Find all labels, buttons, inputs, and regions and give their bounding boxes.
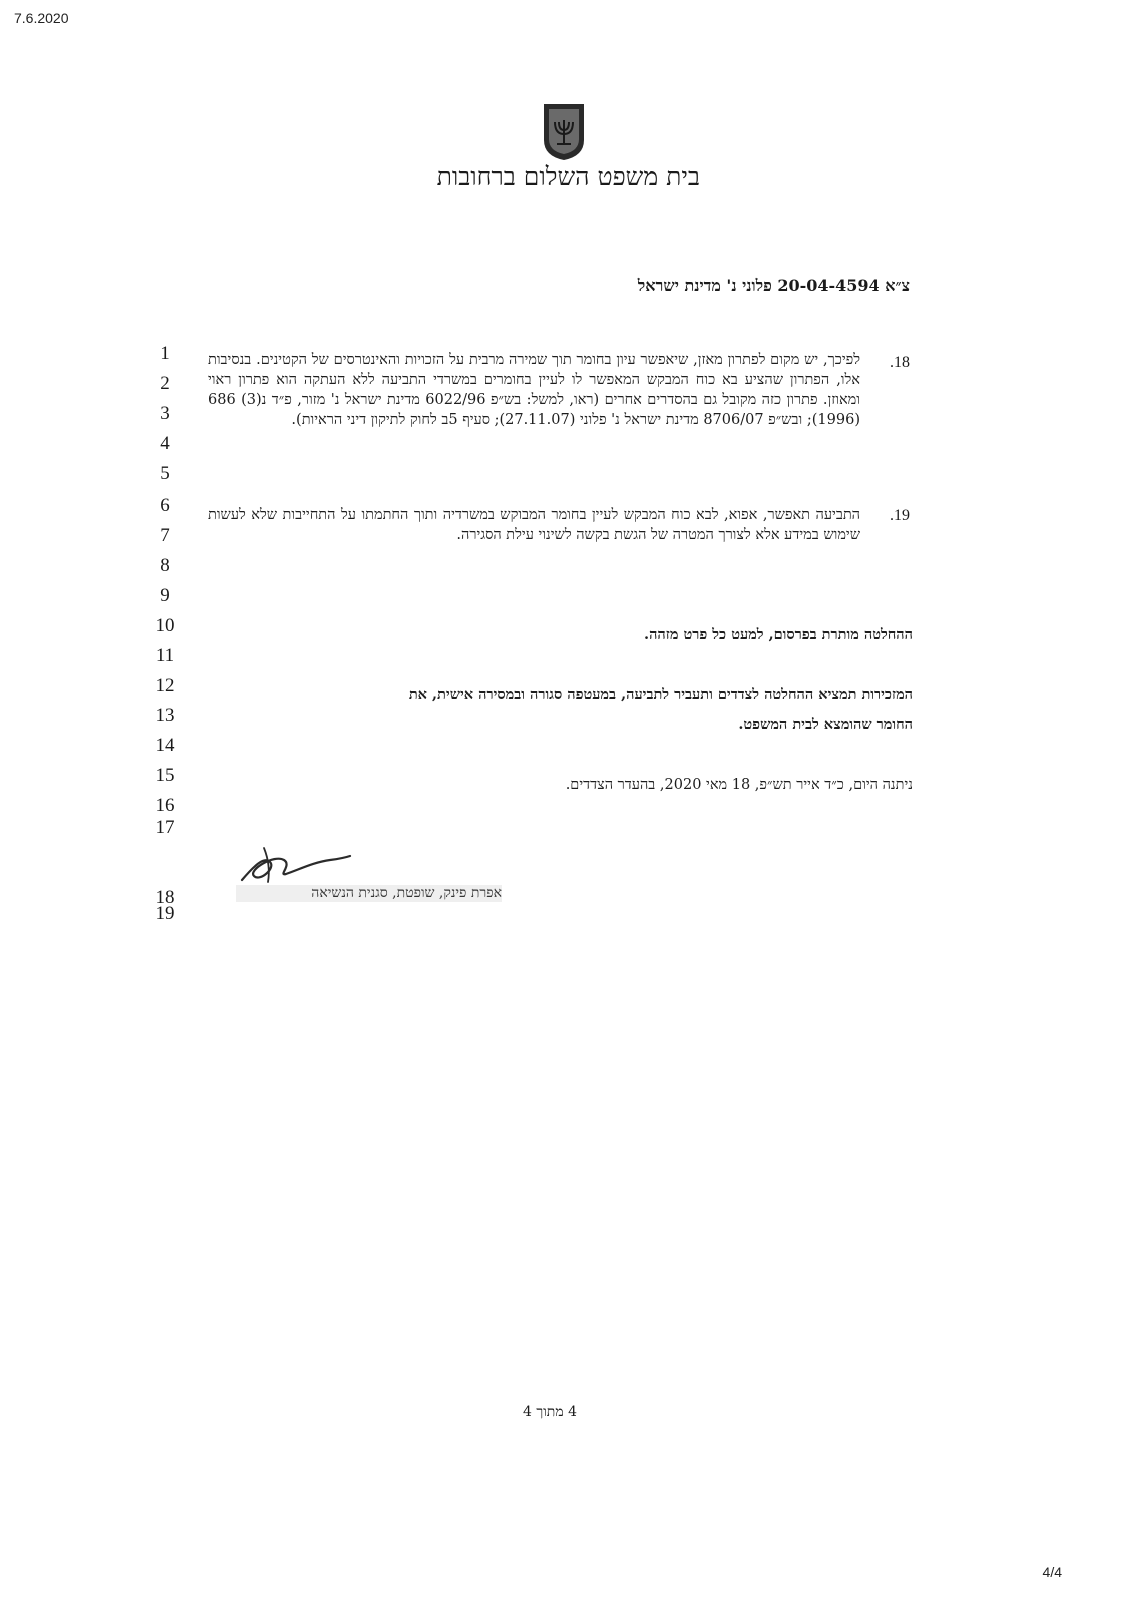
- judge-signature-caption: אפרת פינק, שופטת, סגנית הנשיאה: [236, 885, 502, 902]
- paragraph-19: התביעה תאפשר, אפוא, לבא כוח המבקש לעיין בחומר המבוקש במשרדיה ותוך החתמתו על התחייבות שלא לעשות שימוש במידע אלא לצורך המטרה של הגשת בקשה לשינוי עילת הסגירה.: [208, 507, 860, 543]
- line-number: 16: [155, 795, 175, 816]
- line-number: 1: [160, 343, 170, 364]
- line-number: 6: [160, 495, 170, 516]
- line-number: 5: [160, 463, 170, 484]
- line-number: 9: [160, 585, 170, 606]
- paragraph-number: .19: [890, 507, 910, 524]
- line-number: 13: [155, 705, 175, 726]
- case-title: צ״א 20-04-4594 פלוני נ' מדינת ישראל: [637, 276, 910, 295]
- line-number: 10: [155, 615, 175, 636]
- paragraph-number: .18: [890, 354, 910, 371]
- line-number: 17: [155, 817, 175, 838]
- secretariat-instruction-line-1: המזכירות תמציא ההחלטה לצדדים ותעביר לתביעה, במעטפה סגורה ובמסירה אישית, את: [408, 686, 913, 703]
- state-emblem-icon: [540, 100, 588, 162]
- line-number: 11: [155, 645, 175, 666]
- secretariat-instruction-line-2: החומר שהומצא לבית המשפט.: [738, 716, 913, 733]
- line-number: 3: [160, 403, 170, 424]
- line-number: 15: [155, 765, 175, 786]
- line-number: 2: [160, 373, 170, 394]
- sheet-number: 4/4: [1042, 1564, 1062, 1580]
- court-name: בית משפט השלום ברחובות: [436, 162, 700, 191]
- line-number: 12: [155, 675, 175, 696]
- paragraph-18: לפיכך, יש מקום לפתרון מאזן, שיאפשר עיון בחומר תוך שמירה מרבית על הזכויות והאינטרסים של הקטינים. בנסיבות אלו, הפתרון שהציע בא כוח המבקש המאפשר לו לעיין בחומרים במשרדי התביעה ללא העתקה הוא פתרון ראוי ומאוזן. פתרון כזה מקובל גם בהסדרים אחרים (ראו, למשל: בש״פ 6022/96 מדינת ישראל נ' מזור, פ״ד נ(3) 686 (1996); ובש״פ 8706/07 מדינת ישראל נ' פלוני (27.11.07); סעיף 5ב לחוק לתיקון דיני הראיות).: [208, 352, 860, 428]
- publication-note: ההחלטה מותרת בפרסום, למעט כל פרט מזהה.: [644, 626, 913, 643]
- line-number: 14: [155, 735, 175, 756]
- print-date: 7.6.2020: [14, 10, 69, 26]
- line-number: 4: [160, 433, 170, 454]
- line-number: 18: [155, 887, 175, 908]
- line-number: 19: [155, 903, 175, 924]
- line-number: 7: [160, 525, 170, 546]
- given-date-line: ניתנה היום, כ״ד אייר תש״פ, 18 מאי 2020, בהעדר הצדדים.: [565, 777, 913, 793]
- page-counter: 4 מתוך 4: [522, 1404, 578, 1420]
- line-number: 8: [160, 555, 170, 576]
